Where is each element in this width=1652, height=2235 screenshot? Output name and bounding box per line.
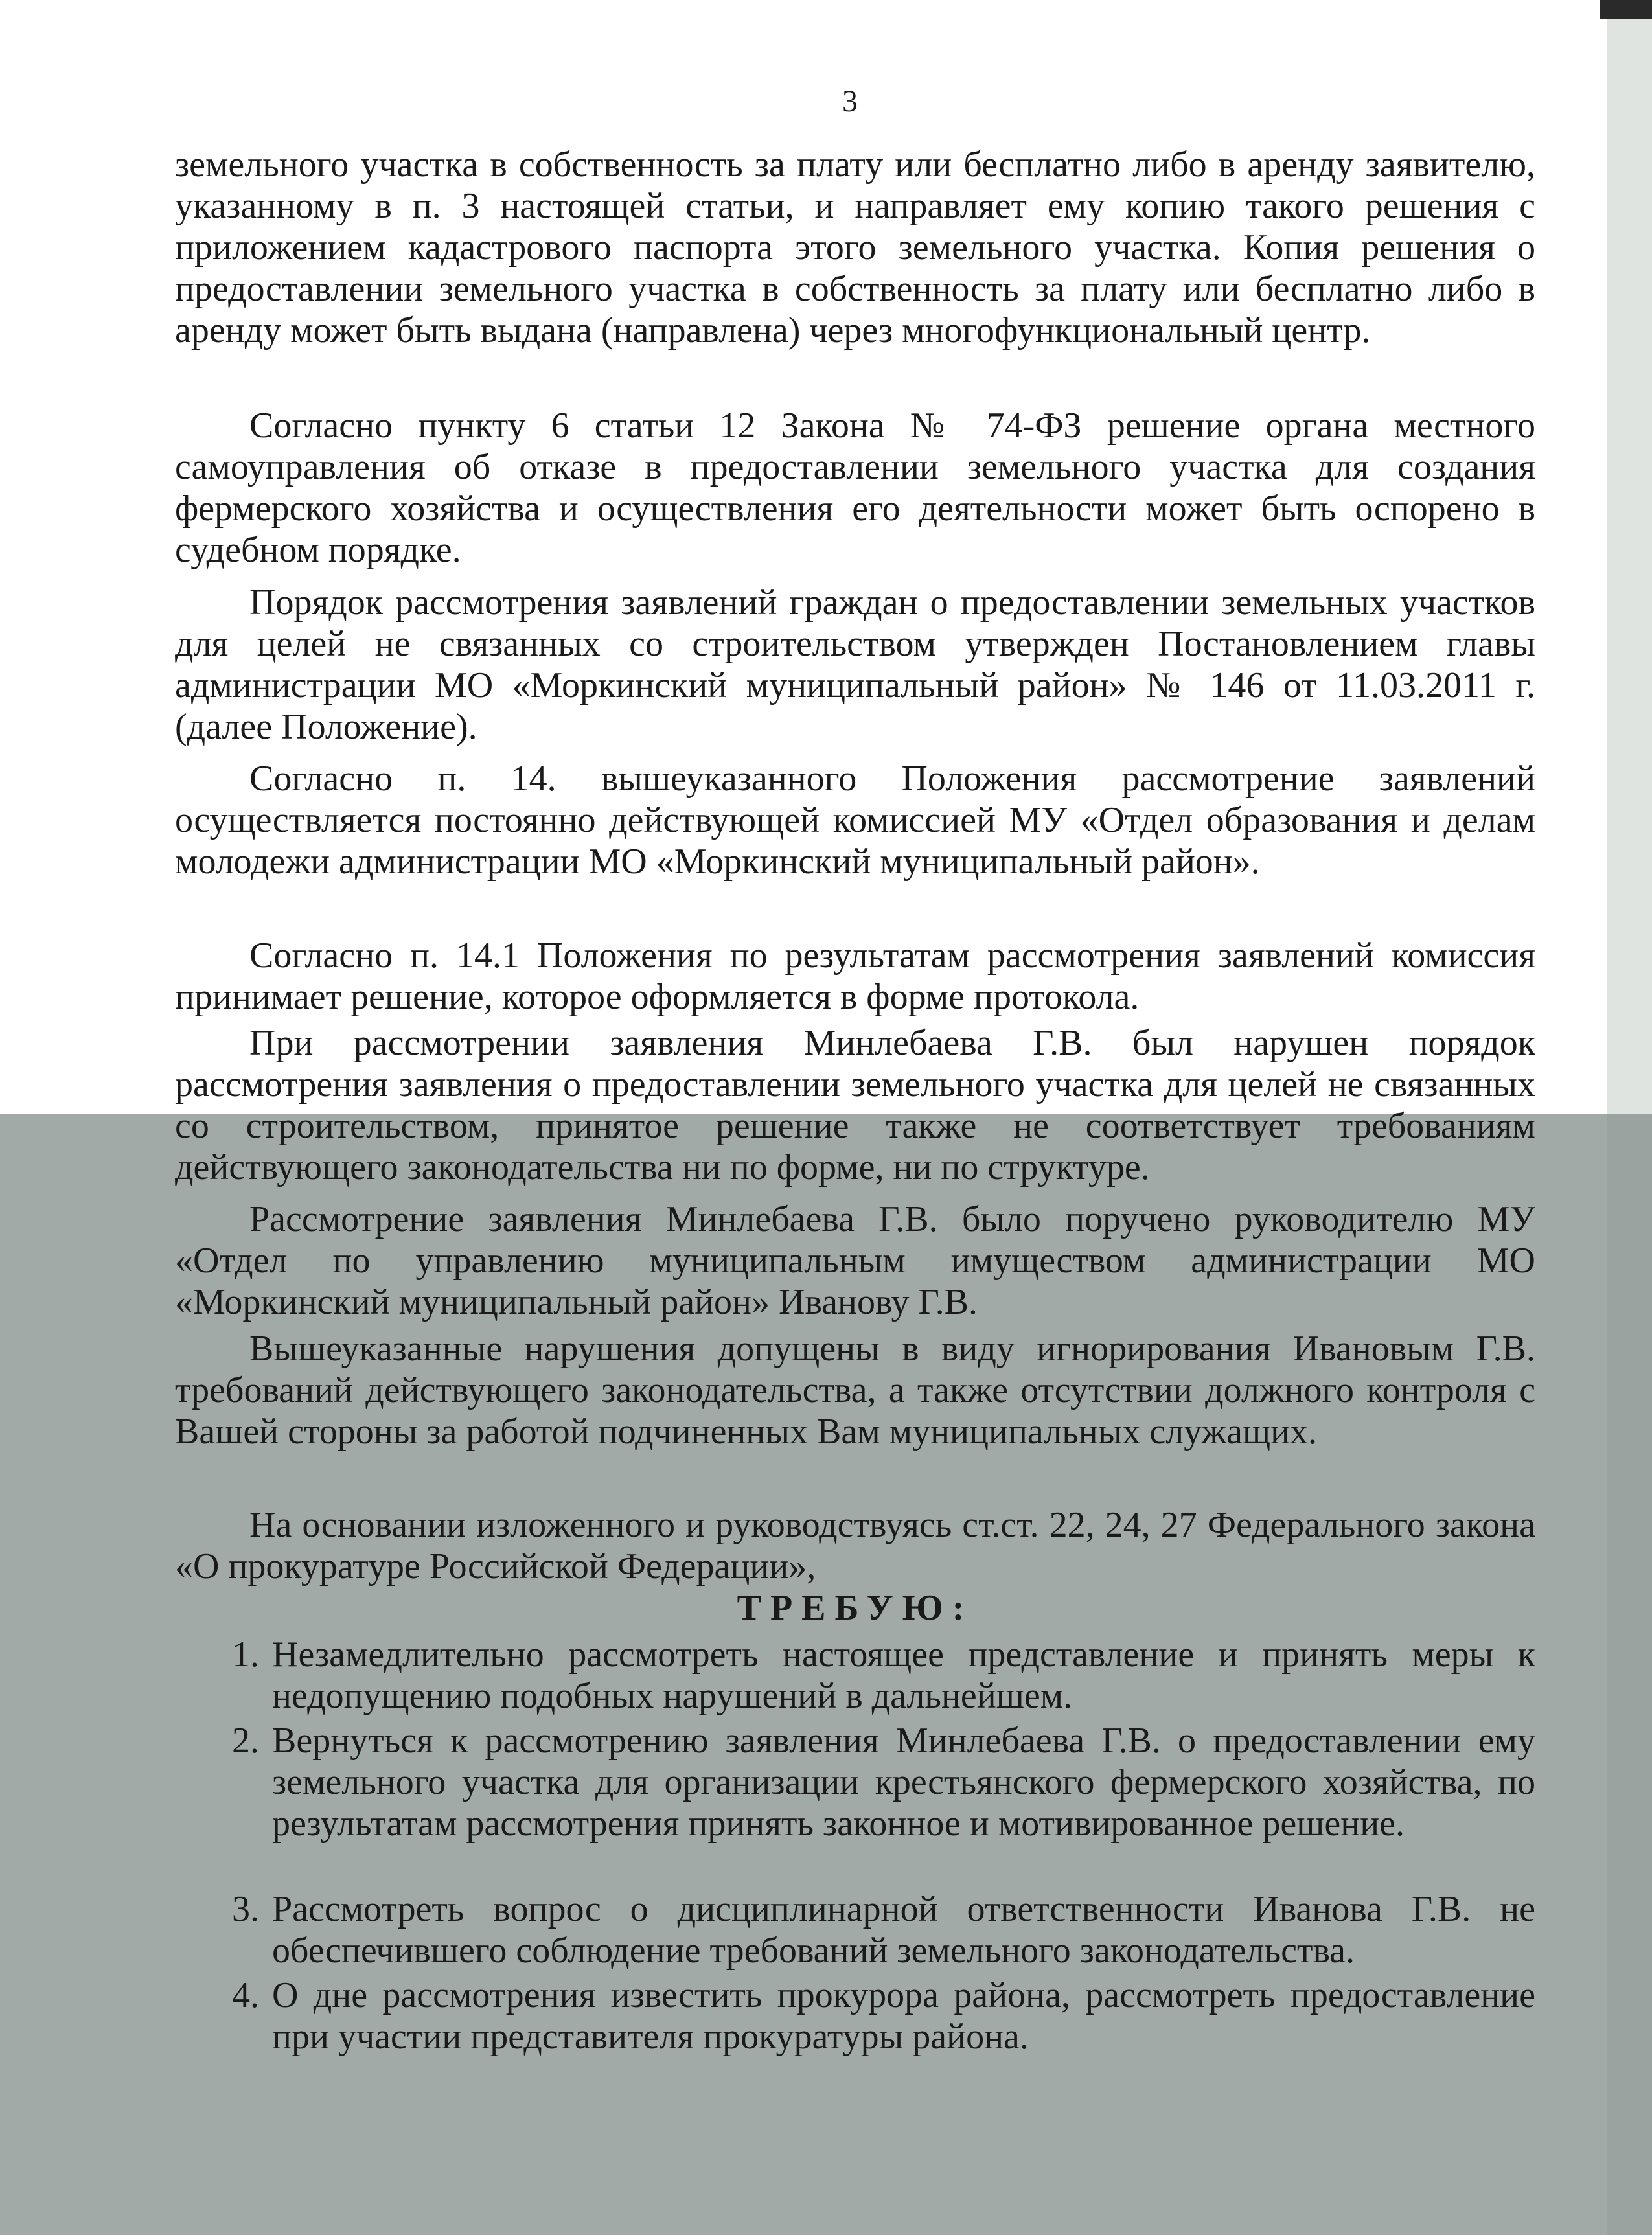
paragraph-clause-14-1: Согласно п. 14.1 Положения по результатам рассмотрения заявлений комиссия принимает решение, которое оформляется в форме протокола. [175,935,1535,1017]
paragraph-law-74fz: Согласно пункту 6 статьи 12 Закона № 74-ФЗ решение органа местного самоуправления об отказе в предоставлении земельного участка для создания фермерского хозяйства и осуществления его деятельности может быть оспорено в судебном порядке. [175,406,1535,570]
demand-text: Вернуться к рассмотрению заявления Минлебаева Г.В. о предоставлении ему земельного участка для организации крестьянского фермерского хозяйства, по результатам рассмотрения принять законное и мотивированное решение. [272,1721,1535,1844]
paragraph-assignment: Рассмотрение заявления Минлебаева Г.В. было поручено руководителю МУ «Отдел по управлению муниципальным имуществом администрации МО «Моркинский муниципальный район» Иванову Г.В. [175,1199,1535,1322]
scan-corner-mark [1600,0,1652,19]
demand-text: О дне рассмотрения известить прокурора района, рассмотреть предоставление при участии представителя прокуратуры района. [272,1975,1535,2057]
demand-text: Незамедлительно рассмотреть настоящее представление и принять меры к недопущению подобных нарушений в дальнейшем. [272,1634,1535,1716]
paragraph-clause-14: Согласно п. 14. вышеуказанного Положения рассмотрение заявлений осуществляется постоянно действующей комиссией МУ «Отдел образования и делам молодежи администрации МО «Моркинский муниципальный район». [175,759,1535,882]
paragraph-violations-cause: Вышеуказанные нарушения допущены в виду игнорирования Ивановым Г.В. требований действующего законодательства, а также отсутствии должного контроля с Вашей стороны за работой подчиненных Вам муниципальных служащих. [175,1329,1535,1452]
paragraph-legal-basis: На основании изложенного и руководствуясь ст.ст. 22, 24, 27 Федерального закона «О прокуратуре Российской Федерации», [175,1505,1535,1587]
demand-heading: ТРЕБУЮ: [737,1588,974,1628]
demand-number: 2. [232,1721,259,1761]
demand-number: 3. [232,1889,259,1929]
paragraph-procedure: Порядок рассмотрения заявлений граждан о предоставлении земельных участков для целей не связанных со строительством утвержден Постановлением главы администрации МО «Моркинский муниципальный район» № 146 от 11.03.2011 г. (далее Положение). [175,582,1535,747]
demand-text: Рассмотреть вопрос о дисциплинарной ответственности Иванова Г.В. не обеспечившего соблюдение требований земельного законодательства. [272,1889,1535,1971]
page-number: 3 [842,84,858,119]
paragraph-violation: При рассмотрении заявления Минлебаева Г.В. был нарушен порядок рассмотрения заявления о предоставлении земельного участка для целей не связанных со строительством, принятое решение также не соответствует требованиям действующего законодательства ни по форме, ни по структуре. [175,1023,1535,1187]
document-page [175,0,1535,2235]
paragraph-continuation: земельного участка в собственность за плату или бесплатно либо в аренду заявителю, указанному в п. 3 настоящей статьи, и направляет ему копию такого решения с приложением кадастрового паспорта этого земельного участка. Копия решения о предоставлении земельного участка в собственность за плату или бесплатно либо в аренду может быть выдана (направлена) через многофункциональный центр. [175,144,1535,350]
demand-number: 4. [232,1975,259,2015]
demand-number: 1. [232,1634,259,1675]
scan-edge-strip-shadow [1607,1114,1652,2235]
